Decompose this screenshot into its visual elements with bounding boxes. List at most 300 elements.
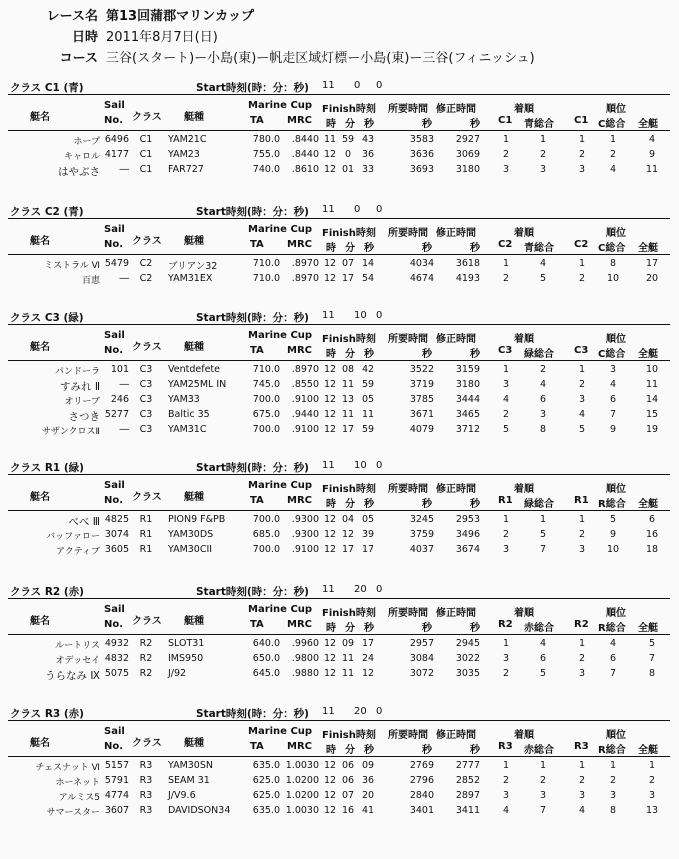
boat-name: キャロル xyxy=(63,152,100,162)
sail-number: 3074 xyxy=(104,529,129,540)
overall-rank: 13 xyxy=(645,805,659,816)
class-place: 3 xyxy=(502,379,510,390)
table-row xyxy=(8,653,670,666)
column-finish: Finish時刻 xyxy=(322,484,376,495)
finish-minute: 11 xyxy=(341,668,355,679)
results-section xyxy=(8,80,670,204)
boat-name: アルミス5 xyxy=(58,793,100,803)
finish-second: 54 xyxy=(361,273,375,284)
boat-name: ミストラル Ⅵ xyxy=(44,261,100,271)
boat-type: J/92 xyxy=(168,668,187,679)
sail-number: 5791 xyxy=(104,775,129,786)
group-rank: 10 xyxy=(606,544,620,555)
ta: 625.0 xyxy=(252,775,280,786)
column-group-place: 赤総合 xyxy=(524,745,554,756)
class: C2 xyxy=(139,258,153,269)
column-header xyxy=(8,100,670,131)
group-place: 4 xyxy=(539,258,547,269)
class-place: 2 xyxy=(502,775,510,786)
finish-second: 41 xyxy=(361,805,375,816)
section-title-bar xyxy=(8,584,670,599)
start-minute: 0 xyxy=(354,80,361,91)
finish-minute: 17 xyxy=(341,424,355,435)
column-marine-cup: Marine Cup xyxy=(248,726,313,737)
group-place: 3 xyxy=(539,164,547,175)
finish-minute: 06 xyxy=(341,775,355,786)
class-place: 4 xyxy=(502,805,510,816)
finish-minute: 12 xyxy=(341,529,355,540)
boat-name: ホープ xyxy=(73,137,100,147)
column-sail-1: Sail xyxy=(104,224,125,235)
column-group-rank: C総合 xyxy=(598,243,626,254)
finish-second: 59 xyxy=(361,379,375,390)
corrected-seconds: 3180 xyxy=(455,164,480,175)
column-minute: 分 xyxy=(345,243,355,254)
column-marine-cup: Marine Cup xyxy=(248,100,313,111)
boat-name: アクティブ xyxy=(55,547,100,557)
course-label: コース xyxy=(59,51,98,66)
column-all: 全艇 xyxy=(638,499,658,510)
column-group-place: 赤総合 xyxy=(524,623,554,634)
column-corrected: 修正時間 xyxy=(436,730,476,741)
class-place: 2 xyxy=(502,273,510,284)
column-boat: 艇名 xyxy=(30,342,50,353)
finish-hour: 12 xyxy=(323,258,337,269)
finish-minute: 17 xyxy=(341,544,355,555)
column-header xyxy=(8,726,670,757)
column-group-place: 青総合 xyxy=(524,119,554,130)
boat-type: YAM25ML IN xyxy=(168,379,227,390)
class-rank: 2 xyxy=(578,379,586,390)
group-rank: 8 xyxy=(609,258,617,269)
boat-name: さつき xyxy=(68,411,100,423)
group-place: 5 xyxy=(539,529,547,540)
column-mrc: MRC xyxy=(287,115,312,126)
class-title: クラス R3 (赤) xyxy=(10,708,84,720)
overall-rank: 1 xyxy=(648,760,656,771)
column-class-place: R2 xyxy=(498,619,513,630)
finish-hour: 12 xyxy=(323,514,337,525)
sail-number: 5157 xyxy=(104,760,129,771)
race-name-label: レース名 xyxy=(46,9,98,24)
overall-rank: 11 xyxy=(645,379,659,390)
mrc: .8970 xyxy=(291,258,319,269)
column-class-rank: C2 xyxy=(574,239,589,250)
table-row xyxy=(8,409,670,422)
boat-name: ホーネット xyxy=(55,778,100,788)
finish-second: 59 xyxy=(361,424,375,435)
overall-rank: 2 xyxy=(648,775,656,786)
finish-second: 05 xyxy=(361,514,375,525)
column-type: 艇種 xyxy=(184,112,204,123)
finish-minute: 16 xyxy=(341,805,355,816)
class: R1 xyxy=(139,514,153,525)
column-mrc: MRC xyxy=(287,619,312,630)
corrected-seconds: 3444 xyxy=(455,394,480,405)
boat-type: Ventdefete xyxy=(168,364,220,375)
boat-type: YAM33 xyxy=(168,394,200,405)
ta: 780.0 xyxy=(252,134,280,145)
start-hour: 11 xyxy=(322,204,335,215)
group-rank: 3 xyxy=(609,364,617,375)
column-group-rank: R総合 xyxy=(598,499,626,510)
column-elapsed-sec: 秒 xyxy=(422,119,432,130)
class: C3 xyxy=(139,424,153,435)
table-row xyxy=(8,638,670,651)
overall-rank: 7 xyxy=(648,653,656,664)
finish-hour: 12 xyxy=(323,790,337,801)
column-ta: TA xyxy=(250,239,264,250)
corrected-seconds: 3496 xyxy=(455,529,480,540)
column-sail-1: Sail xyxy=(104,604,125,615)
column-sail-1: Sail xyxy=(104,480,125,491)
column-chakujun: 着順 xyxy=(514,104,534,115)
class-place: 1 xyxy=(502,760,510,771)
overall-rank: 18 xyxy=(645,544,659,555)
boat-name: サマースター xyxy=(46,808,100,818)
elapsed-seconds: 4037 xyxy=(409,544,434,555)
ta: 740.0 xyxy=(252,164,280,175)
column-elapsed: 所要時間 xyxy=(388,228,428,239)
group-place: 2 xyxy=(539,149,547,160)
start-second: 0 xyxy=(376,584,383,595)
column-group-place: 緑総合 xyxy=(524,499,554,510)
boat-type: YAM30CII xyxy=(168,544,213,555)
column-second: 秒 xyxy=(364,349,374,360)
class: C3 xyxy=(139,394,153,405)
overall-rank: 16 xyxy=(645,529,659,540)
class-rank: 3 xyxy=(578,164,586,175)
class-place: 2 xyxy=(502,149,510,160)
mrc: .8970 xyxy=(291,273,319,284)
corrected-seconds: 3712 xyxy=(455,424,480,435)
table-row xyxy=(8,364,670,377)
corrected-seconds: 3465 xyxy=(455,409,480,420)
ta: 745.0 xyxy=(252,379,280,390)
column-class: クラス xyxy=(132,738,162,749)
ta: 675.0 xyxy=(252,409,280,420)
column-mrc: MRC xyxy=(287,239,312,250)
boat-type: IMS950 xyxy=(168,653,204,664)
column-class: クラス xyxy=(132,616,162,627)
finish-second: 39 xyxy=(361,529,375,540)
finish-minute: 0 xyxy=(344,149,352,160)
race-course: 三谷(スタート)ー小島(東)ー帆走区域灯標ー小島(東)ー三谷(フィニッシュ) xyxy=(106,51,535,66)
group-place: 3 xyxy=(539,409,547,420)
mrc: .9100 xyxy=(291,394,319,405)
boat-name: はやぶさ xyxy=(58,166,100,178)
column-juni: 順位 xyxy=(606,228,626,239)
column-ta: TA xyxy=(250,495,264,506)
elapsed-seconds: 2769 xyxy=(409,760,434,771)
boat-name: うらなみ Ⅸ xyxy=(45,670,100,682)
column-elapsed-sec: 秒 xyxy=(422,349,432,360)
overall-rank: 19 xyxy=(645,424,659,435)
overall-rank: 3 xyxy=(648,790,656,801)
group-place: 1 xyxy=(539,514,547,525)
column-elapsed: 所要時間 xyxy=(388,104,428,115)
column-elapsed-sec: 秒 xyxy=(422,623,432,634)
boat-type: YAM21C xyxy=(168,134,207,145)
overall-rank: 14 xyxy=(645,394,659,405)
mrc: .9100 xyxy=(291,544,319,555)
sail-number: 246 xyxy=(110,394,129,405)
mrc: .9880 xyxy=(291,668,319,679)
column-boat: 艇名 xyxy=(30,236,50,247)
finish-hour: 12 xyxy=(323,529,337,540)
column-chakujun: 着順 xyxy=(514,730,534,741)
boat-type: PION9 F&PB xyxy=(168,514,226,525)
sail-number: 4177 xyxy=(104,149,129,160)
finish-hour: 12 xyxy=(323,638,337,649)
start-hour: 11 xyxy=(322,584,335,595)
column-boat: 艇名 xyxy=(30,738,50,749)
group-place: 5 xyxy=(539,273,547,284)
group-rank: 1 xyxy=(609,760,617,771)
column-group-rank: R総合 xyxy=(598,623,626,634)
column-type: 艇種 xyxy=(184,616,204,627)
class-rank: 2 xyxy=(578,149,586,160)
column-boat: 艇名 xyxy=(30,616,50,627)
group-rank: 2 xyxy=(609,775,617,786)
elapsed-seconds: 3671 xyxy=(409,409,434,420)
corrected-seconds: 3035 xyxy=(455,668,480,679)
mrc: .9800 xyxy=(291,653,319,664)
elapsed-seconds: 3759 xyxy=(409,529,434,540)
finish-second: 43 xyxy=(361,134,375,145)
finish-second: 36 xyxy=(361,149,375,160)
section-title-bar xyxy=(8,706,670,721)
group-rank: 5 xyxy=(609,514,617,525)
column-chakujun: 着順 xyxy=(514,608,534,619)
corrected-seconds: 3618 xyxy=(455,258,480,269)
results-section xyxy=(8,204,670,310)
ta: 700.0 xyxy=(252,544,280,555)
column-finish: Finish時刻 xyxy=(322,334,376,345)
overall-rank: 11 xyxy=(645,164,659,175)
boat-name: チェスナット Ⅵ xyxy=(35,763,100,773)
column-corrected: 修正時間 xyxy=(436,334,476,345)
start-hour: 11 xyxy=(322,706,335,717)
column-class-place: C3 xyxy=(498,345,513,356)
group-place: 1 xyxy=(539,134,547,145)
elapsed-seconds: 3401 xyxy=(409,805,434,816)
start-time-label: Start時刻(時：分：秒) xyxy=(196,82,309,94)
table-row xyxy=(8,379,670,392)
class-rank: 3 xyxy=(578,790,586,801)
class-place: 2 xyxy=(502,529,510,540)
finish-minute: 07 xyxy=(341,790,355,801)
overall-rank: 4 xyxy=(648,134,656,145)
start-second: 0 xyxy=(376,204,383,215)
boat-type: YAM30DS xyxy=(168,529,214,540)
ta: 700.0 xyxy=(252,424,280,435)
class-rank: 1 xyxy=(578,258,586,269)
boat-type: YAM23 xyxy=(168,149,200,160)
column-type: 艇種 xyxy=(184,492,204,503)
mrc: .8440 xyxy=(291,149,319,160)
group-place: 2 xyxy=(539,775,547,786)
ta: 650.0 xyxy=(252,653,280,664)
ta: 710.0 xyxy=(252,258,280,269)
elapsed-seconds: 3719 xyxy=(409,379,434,390)
class-rank: 4 xyxy=(578,409,586,420)
column-type: 艇種 xyxy=(184,236,204,247)
finish-hour: 12 xyxy=(323,668,337,679)
column-header xyxy=(8,604,670,635)
start-minute: 0 xyxy=(354,204,361,215)
boat-name: オデッセイ xyxy=(55,656,100,666)
column-boat: 艇名 xyxy=(30,112,50,123)
column-class-rank: R1 xyxy=(574,495,589,506)
sail-number: 6496 xyxy=(104,134,129,145)
table-row xyxy=(8,805,670,818)
sail-number: 3605 xyxy=(104,544,129,555)
finish-second: 33 xyxy=(361,164,375,175)
table-row xyxy=(8,394,670,407)
finish-minute: 04 xyxy=(341,514,355,525)
class-place: 3 xyxy=(502,164,510,175)
finish-hour: 12 xyxy=(323,364,337,375)
table-row xyxy=(8,164,670,177)
column-class-place: C1 xyxy=(498,115,513,126)
column-class: クラス xyxy=(132,112,162,123)
finish-hour: 12 xyxy=(323,775,337,786)
class: R2 xyxy=(139,638,153,649)
corrected-seconds: 3411 xyxy=(455,805,480,816)
elapsed-seconds: 2957 xyxy=(409,638,434,649)
column-corrected-sec: 秒 xyxy=(470,745,480,756)
class-title: クラス R1 (緑) xyxy=(10,462,84,474)
class: C3 xyxy=(139,409,153,420)
ta: 625.0 xyxy=(252,790,280,801)
class-rank: 1 xyxy=(578,364,586,375)
column-juni: 順位 xyxy=(606,104,626,115)
class-place: 2 xyxy=(502,409,510,420)
column-marine-cup: Marine Cup xyxy=(248,224,313,235)
column-header xyxy=(8,224,670,255)
column-corrected: 修正時間 xyxy=(436,484,476,495)
column-elapsed: 所要時間 xyxy=(388,484,428,495)
finish-second: 17 xyxy=(361,638,375,649)
class-rank: 1 xyxy=(578,514,586,525)
elapsed-seconds: 3522 xyxy=(409,364,434,375)
sail-number: 3607 xyxy=(104,805,129,816)
overall-rank: 9 xyxy=(648,149,656,160)
boat-name: ルートリス xyxy=(55,641,100,651)
column-finish: Finish時刻 xyxy=(322,608,376,619)
column-boat: 艇名 xyxy=(30,492,50,503)
column-type: 艇種 xyxy=(184,738,204,749)
class-rank: 4 xyxy=(578,805,586,816)
column-minute: 分 xyxy=(345,745,355,756)
corrected-seconds: 4193 xyxy=(455,273,480,284)
start-minute: 20 xyxy=(354,584,367,595)
boat-type: Baltic 35 xyxy=(168,409,210,420)
sail-number: 5277 xyxy=(104,409,129,420)
finish-minute: 08 xyxy=(341,364,355,375)
start-hour: 11 xyxy=(322,460,335,471)
group-place: 7 xyxy=(539,805,547,816)
column-class: クラス xyxy=(132,236,162,247)
group-place: 7 xyxy=(539,544,547,555)
column-sail-1: Sail xyxy=(104,330,125,341)
ta: 700.0 xyxy=(252,394,280,405)
column-marine-cup: Marine Cup xyxy=(248,330,313,341)
column-ta: TA xyxy=(250,115,264,126)
column-chakujun: 着順 xyxy=(514,228,534,239)
group-rank: 9 xyxy=(609,424,617,435)
column-sail-1: Sail xyxy=(104,726,125,737)
boat-type: YAM30SN xyxy=(168,760,213,771)
mrc: .9440 xyxy=(291,409,319,420)
column-class-place: C2 xyxy=(498,239,513,250)
boat-type: SEAM 31 xyxy=(168,775,210,786)
column-hour: 時 xyxy=(326,623,336,634)
column-finish: Finish時刻 xyxy=(322,730,376,741)
table-row xyxy=(8,760,670,773)
finish-minute: 09 xyxy=(341,638,355,649)
start-time-label: Start時刻(時：分：秒) xyxy=(196,462,309,474)
elapsed-seconds: 3693 xyxy=(409,164,434,175)
class: R2 xyxy=(139,668,153,679)
column-corrected-sec: 秒 xyxy=(470,119,480,130)
ta: 635.0 xyxy=(252,760,280,771)
finish-second: 36 xyxy=(361,775,375,786)
overall-rank: 8 xyxy=(648,668,656,679)
column-group-place: 青総合 xyxy=(524,243,554,254)
results-section xyxy=(8,310,670,460)
group-place: 6 xyxy=(539,653,547,664)
ta: 640.0 xyxy=(252,638,280,649)
boat-name: サザンクロスⅡ xyxy=(41,427,100,437)
class-place: 3 xyxy=(502,544,510,555)
column-mrc: MRC xyxy=(287,345,312,356)
column-corrected-sec: 秒 xyxy=(470,243,480,254)
date-label: 日時 xyxy=(71,30,98,45)
column-all: 全艇 xyxy=(638,119,658,130)
column-marine-cup: Marine Cup xyxy=(248,604,313,615)
finish-second: 42 xyxy=(361,364,375,375)
corrected-seconds: 2852 xyxy=(455,775,480,786)
group-place: 5 xyxy=(539,668,547,679)
group-rank: 7 xyxy=(609,409,617,420)
boat-name: オリーブ xyxy=(64,397,100,407)
finish-minute: 06 xyxy=(341,760,355,771)
group-rank: 8 xyxy=(609,805,617,816)
mrc: .8610 xyxy=(291,164,319,175)
corrected-seconds: 3159 xyxy=(455,364,480,375)
column-second: 秒 xyxy=(364,745,374,756)
group-place: 6 xyxy=(539,394,547,405)
column-chakujun: 着順 xyxy=(514,334,534,345)
class-rank: 2 xyxy=(578,653,586,664)
column-elapsed: 所要時間 xyxy=(388,334,428,345)
finish-hour: 12 xyxy=(323,394,337,405)
sail-number: 4774 xyxy=(104,790,129,801)
elapsed-seconds: 4079 xyxy=(409,424,434,435)
group-place: 4 xyxy=(539,379,547,390)
boat-type: FAR727 xyxy=(168,164,204,175)
start-time-label: Start時刻(時：分：秒) xyxy=(196,586,309,598)
sail-number: 5075 xyxy=(104,668,129,679)
column-corrected-sec: 秒 xyxy=(470,349,480,360)
ta: 700.0 xyxy=(252,514,280,525)
column-class: クラス xyxy=(132,342,162,353)
column-ta: TA xyxy=(250,345,264,356)
column-elapsed: 所要時間 xyxy=(388,608,428,619)
column-corrected-sec: 秒 xyxy=(470,623,480,634)
